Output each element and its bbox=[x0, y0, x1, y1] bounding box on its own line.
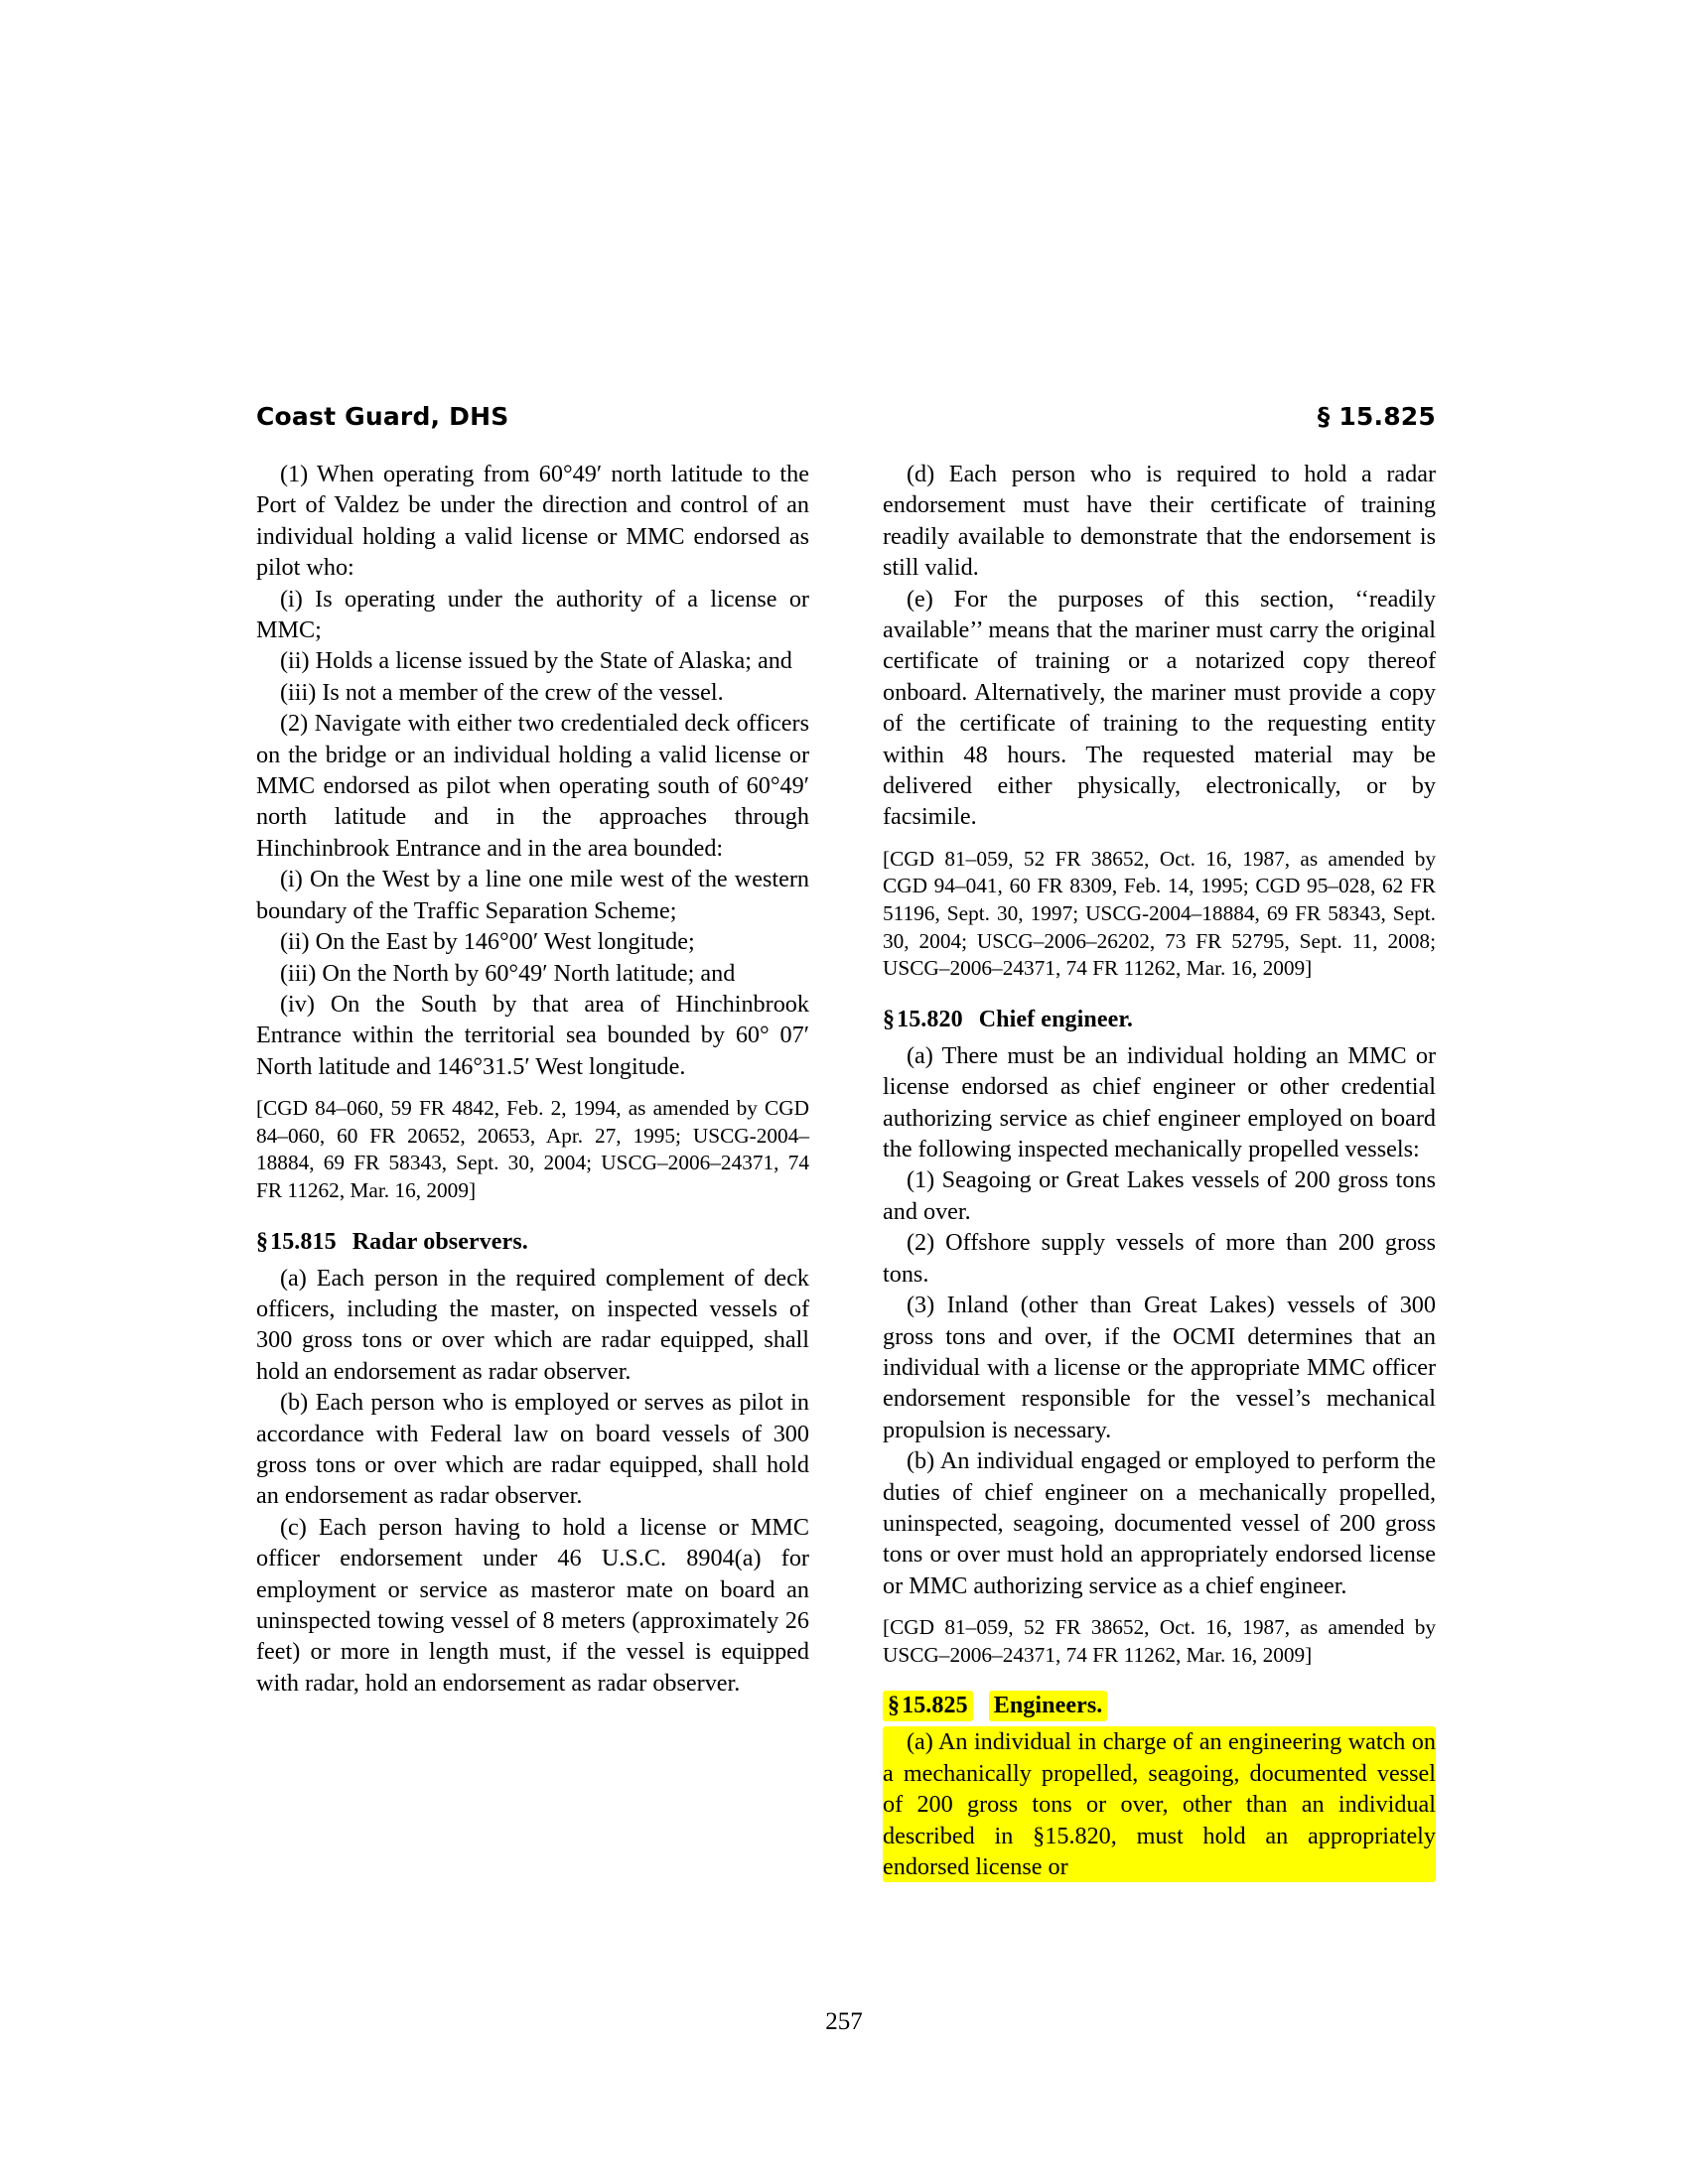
paragraph-1-iii: (iii) Is not a member of the crew of the vessel. bbox=[280, 678, 724, 706]
paragraph-15-820-a-1: (1) Seagoing or Great Lakes vessels of 200 gross tons and over. bbox=[883, 1166, 1436, 1225]
section-number-value: 15.820 bbox=[897, 1006, 963, 1032]
paragraph-15-815-e: (e) For the purposes of this section, ‘‘readily available’’ means that the mariner must carry the original certificate of training or a notarized copy thereof onboard. Alternatively, the mariner must provide a copy of the certificate of training to the requesting entity within 48 hours. The requested material may be delivered either physically, electronically, or by facsimile. bbox=[883, 585, 1436, 831]
section-number-value: 15.825 bbox=[902, 1693, 968, 1719]
left-column bbox=[256, 459, 809, 1968]
citation-block-15-820: [CGD 81–059, 52 FR 38652, Oct. 16, 1987, as amended by USCG–2006–24371, 74 FR 11262, Mar. 16, 2009] bbox=[883, 1615, 1436, 1667]
two-column-body bbox=[256, 459, 1436, 1968]
section-number bbox=[883, 1007, 963, 1032]
section-heading-15-820 bbox=[883, 983, 1436, 1040]
paragraph-15-820-a-2: (2) Offshore supply vessels of more than 200 gross tons. bbox=[883, 1229, 1436, 1288]
page-number: 257 bbox=[825, 2008, 863, 2035]
section-number bbox=[883, 1691, 973, 1721]
paragraph-2-iv: (iv) On the South by that area of Hinchinbrook Entrance within the territorial sea bounded by 60° 07′ North latitude and 146°31.5′ West longitude. bbox=[256, 990, 809, 1080]
citation-block: [CGD 84–060, 59 FR 4842, Feb. 2, 1994, as amended by CGD 84–060, 60 FR 20652, 20653, Apr. 27, 1995; USCG-2004–18884, 69 FR 58343, Sept. 30, 2004; USCG–2006–24371, 74 FR 11262, Mar. 16, 2009] bbox=[256, 1096, 809, 1202]
section-number-value: 15.815 bbox=[270, 1228, 337, 1255]
paragraph-2-i: (i) On the West by a line one mile west of the western boundary of the Traffic Separation Scheme; bbox=[256, 866, 809, 924]
right-column bbox=[883, 459, 1436, 1968]
paragraph-2: (2) Navigate with either two credentialed deck officers on the bridge or an individual holding a valid license or MMC endorsed as pilot when operating south of 60°49′ north latitude and in the approaches through Hinchinbrook Entrance and in the area bounded: bbox=[256, 710, 809, 862]
section-symbol-icon: § bbox=[256, 1228, 269, 1255]
paragraph-15-820-a: (a) There must be an individual holding an MMC or license endorsed as chief engineer or other credential authorizing service as chief engineer employed on board the following inspected mechanically propelled vessels: bbox=[883, 1041, 1436, 1163]
paragraph-15-815-d: (d) Each person who is required to hold a radar endorsement must have their certificate of training readily available to demonstrate that the endorsement is still valid. bbox=[883, 461, 1436, 582]
section-heading-15-815 bbox=[256, 1205, 809, 1263]
paragraph-15-815-b: (b) Each person who is employed or serves as pilot in accordance with Federal law on board vessels of 300 gross tons or over which are radar equipped, shall hold an endorsement as radar observer. bbox=[256, 1389, 809, 1510]
section-title: Radar observers. bbox=[352, 1228, 528, 1255]
running-head-left-title: Coast Guard, DHS bbox=[256, 402, 509, 431]
section-number bbox=[256, 1229, 337, 1255]
running-head bbox=[256, 402, 1436, 436]
section-symbol-icon: § bbox=[888, 1693, 901, 1719]
paragraph-15-815-a: (a) Each person in the required complement of deck officers, including the master, on inspected vessels of 300 gross tons or over which are radar equipped, shall hold an endorsement as radar observer. bbox=[256, 1264, 809, 1385]
section-heading-15-825 bbox=[883, 1669, 1436, 1726]
running-head-section-number: § 15.825 bbox=[1317, 402, 1436, 431]
paragraph-2-ii: (ii) On the East by 146°00′ West longitude; bbox=[280, 928, 695, 956]
paragraph-15-815-c: (c) Each person having to hold a license or MMC officer endorsement under 46 U.S.C. 8904(a) for employment or service as masteror mate on board an uninspected towing vessel of 8 meters (approximately 26 feet) or more in length must, if the vessel is equipped with radar, hold an endorsement as radar observer. bbox=[256, 1513, 809, 1697]
paragraph-1-ii: (ii) Holds a license issued by the State of Alaska; and bbox=[280, 647, 792, 675]
citation-block-15-815: [CGD 81–059, 52 FR 38652, Oct. 16, 1987, as amended by CGD 94–041, 60 FR 8309, Feb. 14, 1995; CGD 95–028, 62 FR 51196, Sept. 30, 1997; USCG-2004–18884, 69 FR 58343, Sept. 30, 2004; USCG–2006–26202, 73 FR 52795, Sept. 11, 2008; USCG–2006–24371, 74 FR 11262, Mar. 16, 2009] bbox=[883, 846, 1436, 981]
paragraph-15-825-a: (a) An individual in charge of an engineering watch on a mechanically propelled, seagoing, documented vessel of 200 gross tons or over, other than an individual described in §15.820, must hold an appropriately endorsed license or bbox=[883, 1726, 1436, 1882]
paragraph-15-820-a-3: (3) Inland (other than Great Lakes) vessels of 300 gross tons and over, if the OCMI determines that an individual with a license or the appropriate MMC officer endorsement responsible for the vessel’s mechanical propulsion is necessary. bbox=[883, 1292, 1436, 1443]
section-title: Chief engineer. bbox=[978, 1006, 1133, 1032]
paragraph-1-i: (i) Is operating under the authority of a license or MMC; bbox=[256, 585, 809, 644]
paragraph-2-iii: (iii) On the North by 60°49′ North latitude; and bbox=[280, 959, 736, 987]
paragraph-1: (1) When operating from 60°49′ north latitude to the Port of Valdez be under the direction and control of an individual holding a valid license or MMC endorsed as pilot who: bbox=[256, 461, 809, 582]
paragraph-15-820-b: (b) An individual engaged or employed to perform the duties of chief engineer on a mechanically propelled, uninspected, seagoing, documented vessel of 200 gross tons or over must hold an appropriately endorsed license or MMC authorizing service as a chief engineer. bbox=[883, 1447, 1436, 1599]
section-symbol-icon: § bbox=[883, 1006, 896, 1032]
section-title: Engineers. bbox=[989, 1691, 1108, 1721]
